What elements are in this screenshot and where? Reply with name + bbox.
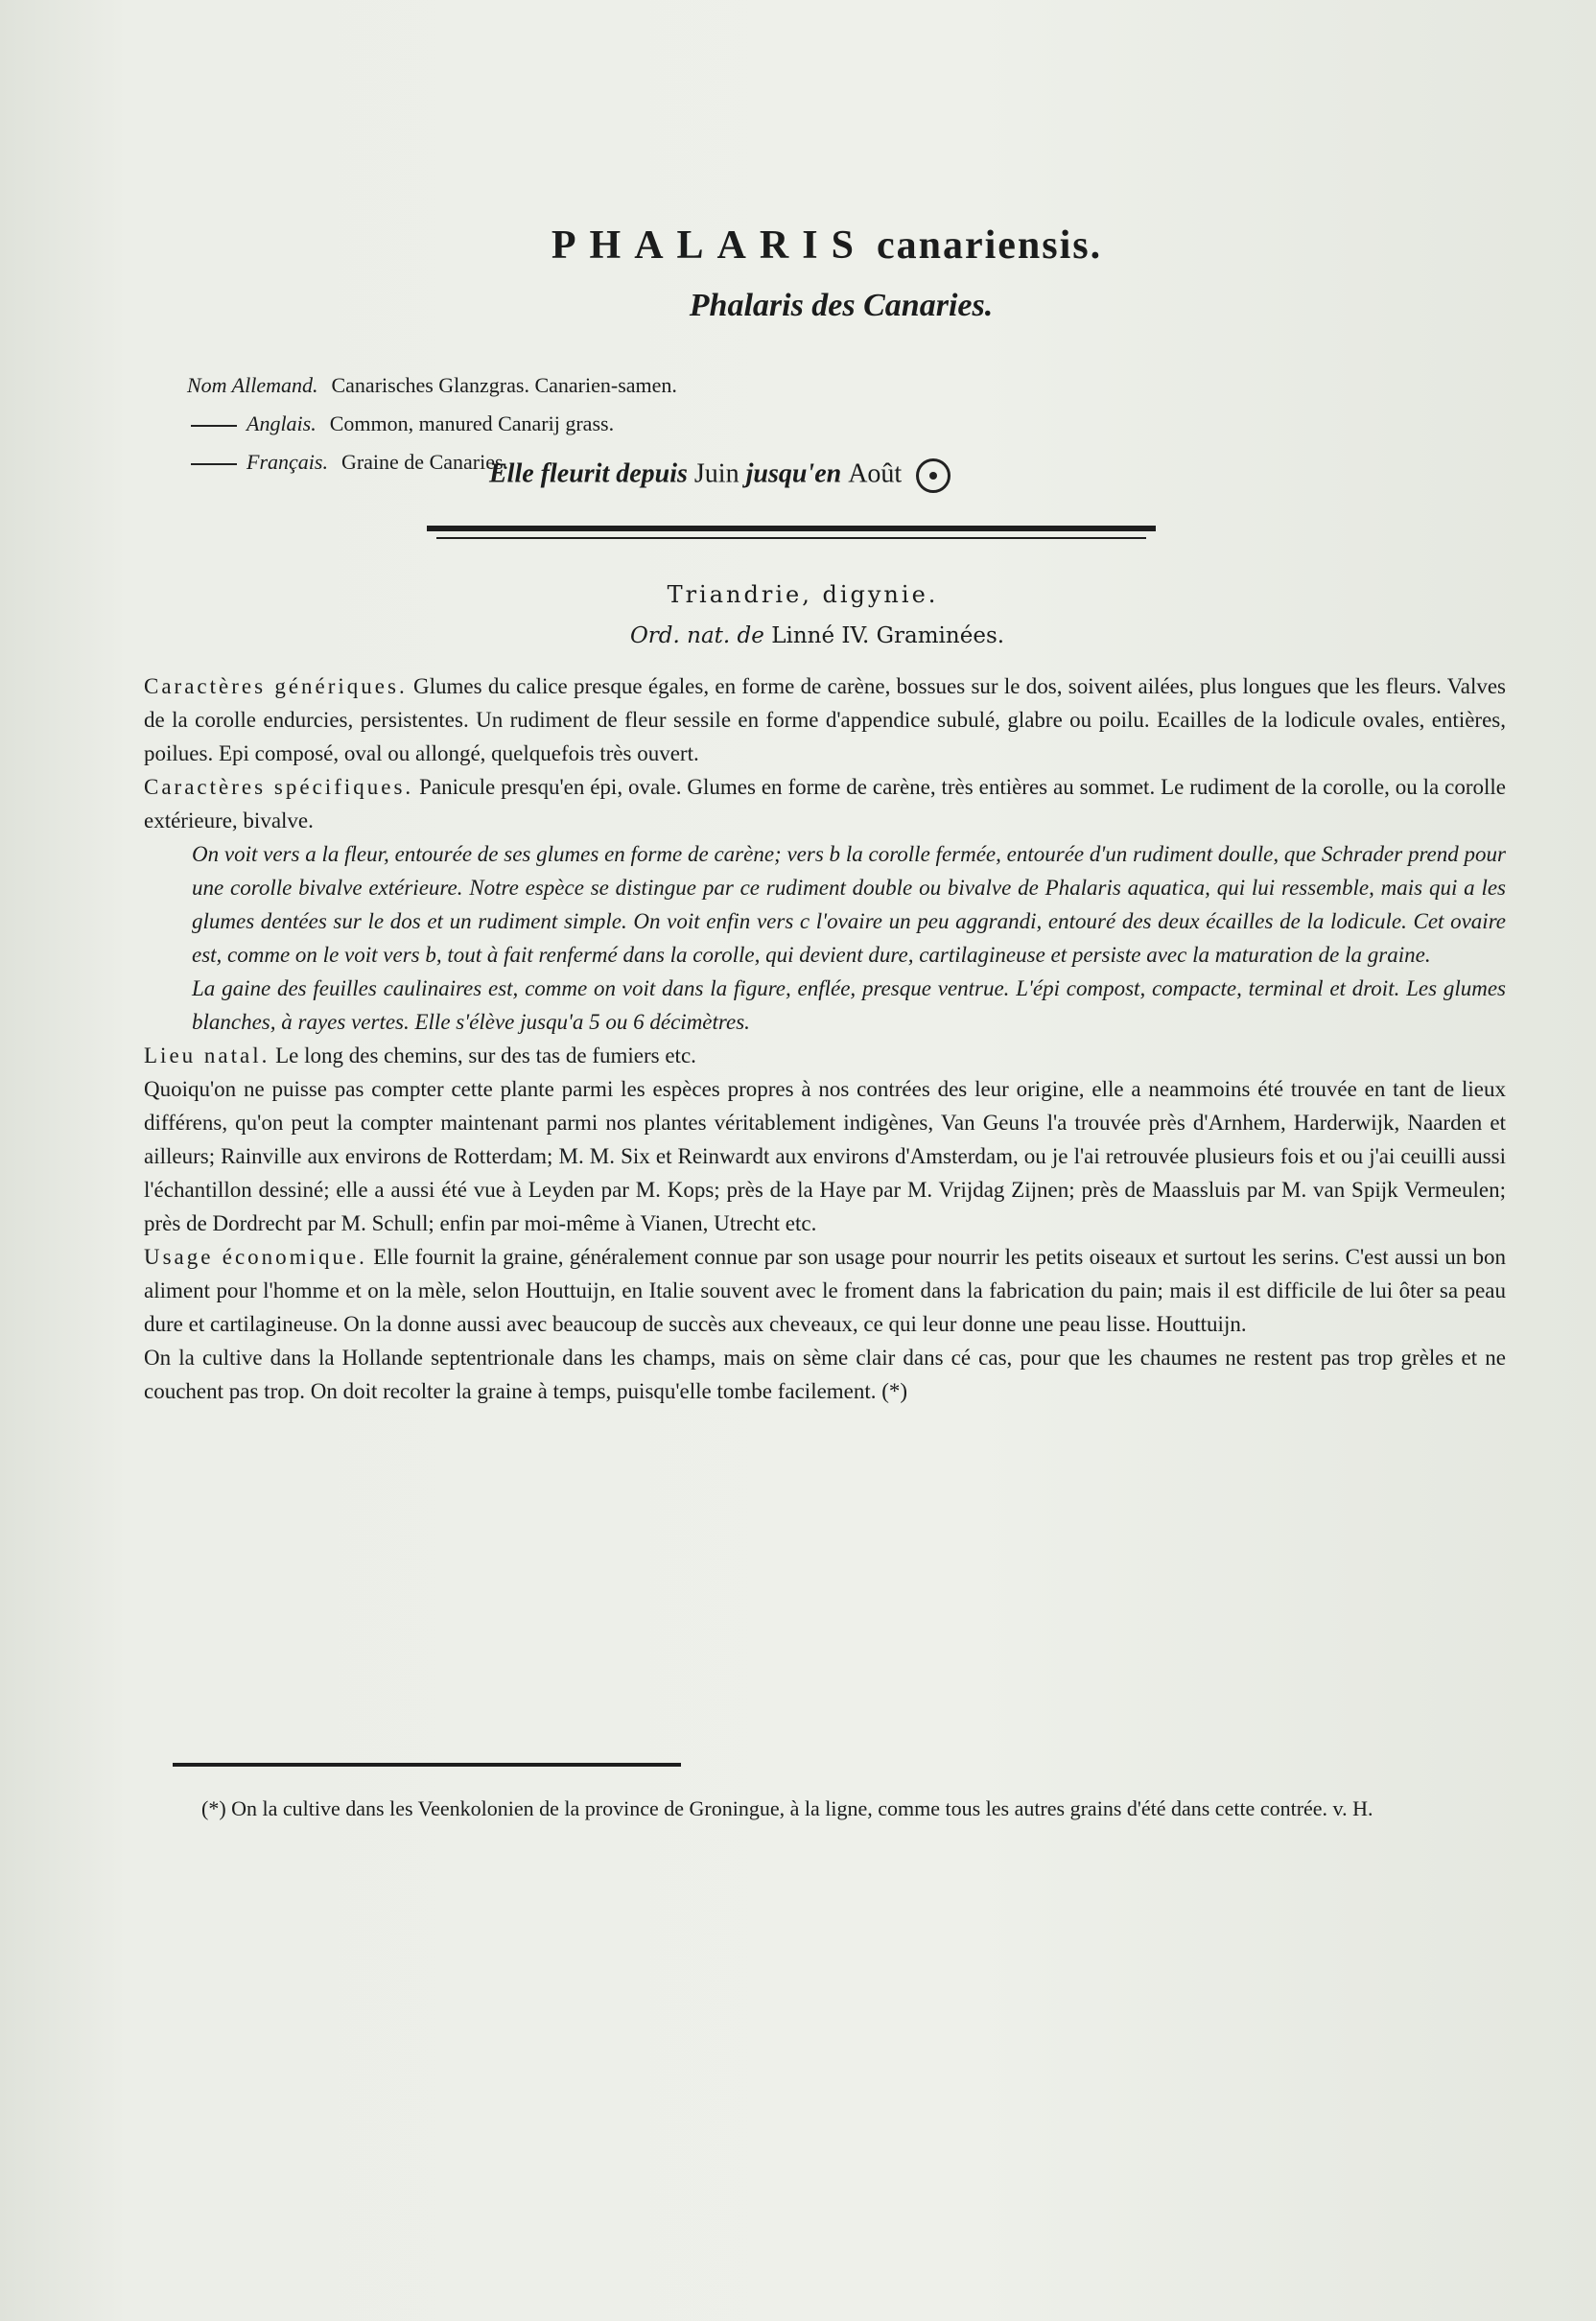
bloom-month-start: Juin bbox=[693, 458, 739, 489]
section-text: Panicule presqu'en épi, ovale. Glumes en forme de carène, très entières au sommet. Le rudiment de la corolle, ou la corolle extérieure, bivalve. bbox=[144, 775, 1507, 832]
page-title bbox=[0, 223, 1596, 269]
section-label: Lieu natal. bbox=[144, 1043, 270, 1067]
generic-characters bbox=[144, 669, 1506, 770]
name-value: Common, manured Canarij grass. bbox=[329, 411, 615, 435]
order-label: Ord. nat. bbox=[629, 623, 731, 648]
footnote: (*) On la cultive dans les Veenkolonien de la province de Groningue, à la ligne, comme tous les autres grains d'été dans cette contrée. v. H. bbox=[201, 1796, 1373, 1820]
footnote-divider bbox=[173, 1763, 681, 1767]
title-divider bbox=[427, 526, 1156, 531]
name-language: Français. bbox=[246, 450, 328, 474]
section-label: Caractères spécifiques. bbox=[144, 775, 414, 799]
genus-name: PHALARIS bbox=[551, 223, 867, 268]
specific-characters bbox=[144, 770, 1506, 837]
name-row-english bbox=[187, 405, 954, 443]
flowering-period bbox=[489, 458, 951, 493]
figure-description: On voit vers a la fleur, entourée de ses glumes en forme de carène; vers b la corolle fermée, entourée d'un rudiment doulle, que Schrader prend pour une corolle bivalve extérieure. Notre espèce se distingue par ce rudiment double ou bivalve de Phalaris aquatica, qui lui ressemble, mais qui a les glumes dentées sur le dos et un rudiment simple. On voit enfin vers c l'ovaire un peu aggrandi, entouré des deux écailles de la lodicule. Cet ovaire est, comme on le voit vers b, tout à fait renfermé dans la corolle, qui devient dure, cartilagineuse et persiste avec la maturation de la graine. bbox=[192, 842, 1506, 967]
cultivation-paragraph: On la cultive dans la Hollande septentrionale dans les champs, mais on sème clair dans cé cas, pour que les chaumes ne restent pas trop grèles et ne couchent pas trop. On doit recolter la graine à temps, puisqu'elle tombe facilement. (*) bbox=[144, 1346, 1506, 1403]
bloom-text: Elle fleurit depuis bbox=[489, 458, 688, 489]
annual-symbol-icon bbox=[916, 458, 951, 493]
name-value: Graine de Canaries. bbox=[340, 450, 509, 474]
bloom-month-end: Août bbox=[848, 458, 903, 489]
french-common-name: Phalaris des Canaries. bbox=[689, 288, 994, 323]
habitat bbox=[144, 1039, 1506, 1072]
section-text: Elle fournit la graine, généralement connue par son usage pour nourrir les petits oiseaux et surtout les serins. C'est aussi un bon aliment pour l'homme et on la mèle, selon Houttuijn, en Italie souvent avec le froment dans la fabrication du pain; mais il est difficile de lui ôter sa peau dure et cartilagineuse. On la donne aussi avec beaucoup de succès aux cheveaux, ce qui leur donne une peau lisse. Houttuijn. bbox=[144, 1245, 1507, 1336]
species-name: canariensis. bbox=[876, 223, 1103, 268]
ditto-dash bbox=[191, 425, 237, 427]
natural-order bbox=[0, 623, 1596, 648]
name-language: Anglais. bbox=[246, 411, 317, 435]
bloom-text: jusqu'en bbox=[745, 458, 842, 489]
title-divider-thin bbox=[436, 537, 1146, 539]
order-value: Linné IV. Graminées. bbox=[771, 623, 1005, 648]
name-language: Nom Allemand. bbox=[187, 373, 318, 397]
order-de: de bbox=[737, 623, 764, 648]
name-value: Canarisches Glanzgras. Canarien-samen. bbox=[331, 373, 677, 397]
linnean-class: Triandrie, digynie. bbox=[667, 581, 939, 608]
section-label: Caractères génériques. bbox=[144, 674, 408, 698]
section-text: Le long des chemins, sur des tas de fumiers etc. bbox=[275, 1043, 696, 1067]
ditto-dash bbox=[191, 463, 237, 465]
main-text bbox=[144, 669, 1506, 1408]
section-label: Usage économique. bbox=[144, 1245, 367, 1269]
distribution-paragraph: Quoiqu'on ne puisse pas compter cette plante parmi les espèces propres à nos contrées des leur origine, elle a neammoins été trouvée en tant de lieux différens, qu'on peut la compter maintenant parmi nos plantes véritablement indigènes, Van Geuns l'a trouvée près d'Arnhem, Harderwijk, Naarden et ailleurs; Rainville aux environs de Rotterdam; M. M. Six et Reinwardt aux environs d'Amsterdam, ou je l'ai retrouvée plusieurs fois et ou j'ai ceuilli aussi l'échantillon dessiné; elle a aussi été vue à Leyden par M. Kops; près de la Haye par M. Vrijdag Zijnen; près de Maassluis par M. van Spijk Vermeulen; près de Dordrecht par M. Schull; enfin par moi-même à Vianen, Utrecht etc. bbox=[144, 1077, 1506, 1235]
morphology-description: La gaine des feuilles caulinaires est, comme on voit dans la figure, enflée, presque ventrue. L'épi compost, compacte, terminal et droit. Les glumes blanches, à rayes vertes. Elle s'élève jusqu'a 5 ou 6 décimètres. bbox=[192, 976, 1506, 1034]
section-text: Glumes du calice presque égales, en forme de carène, bossues sur le dos, soivent ailées, plus longues que les fleurs. Valves de la corolle endurcies, persistentes. Un rudiment de fleur sessile en forme d'appendice subulé, glabre ou poilu. Ecailles de la lodicule ovales, entières, poilues. Epi composé, oval ou allongé, quelquefois très ouvert. bbox=[144, 674, 1507, 765]
name-row-german bbox=[187, 366, 954, 405]
economic-usage bbox=[144, 1240, 1506, 1341]
